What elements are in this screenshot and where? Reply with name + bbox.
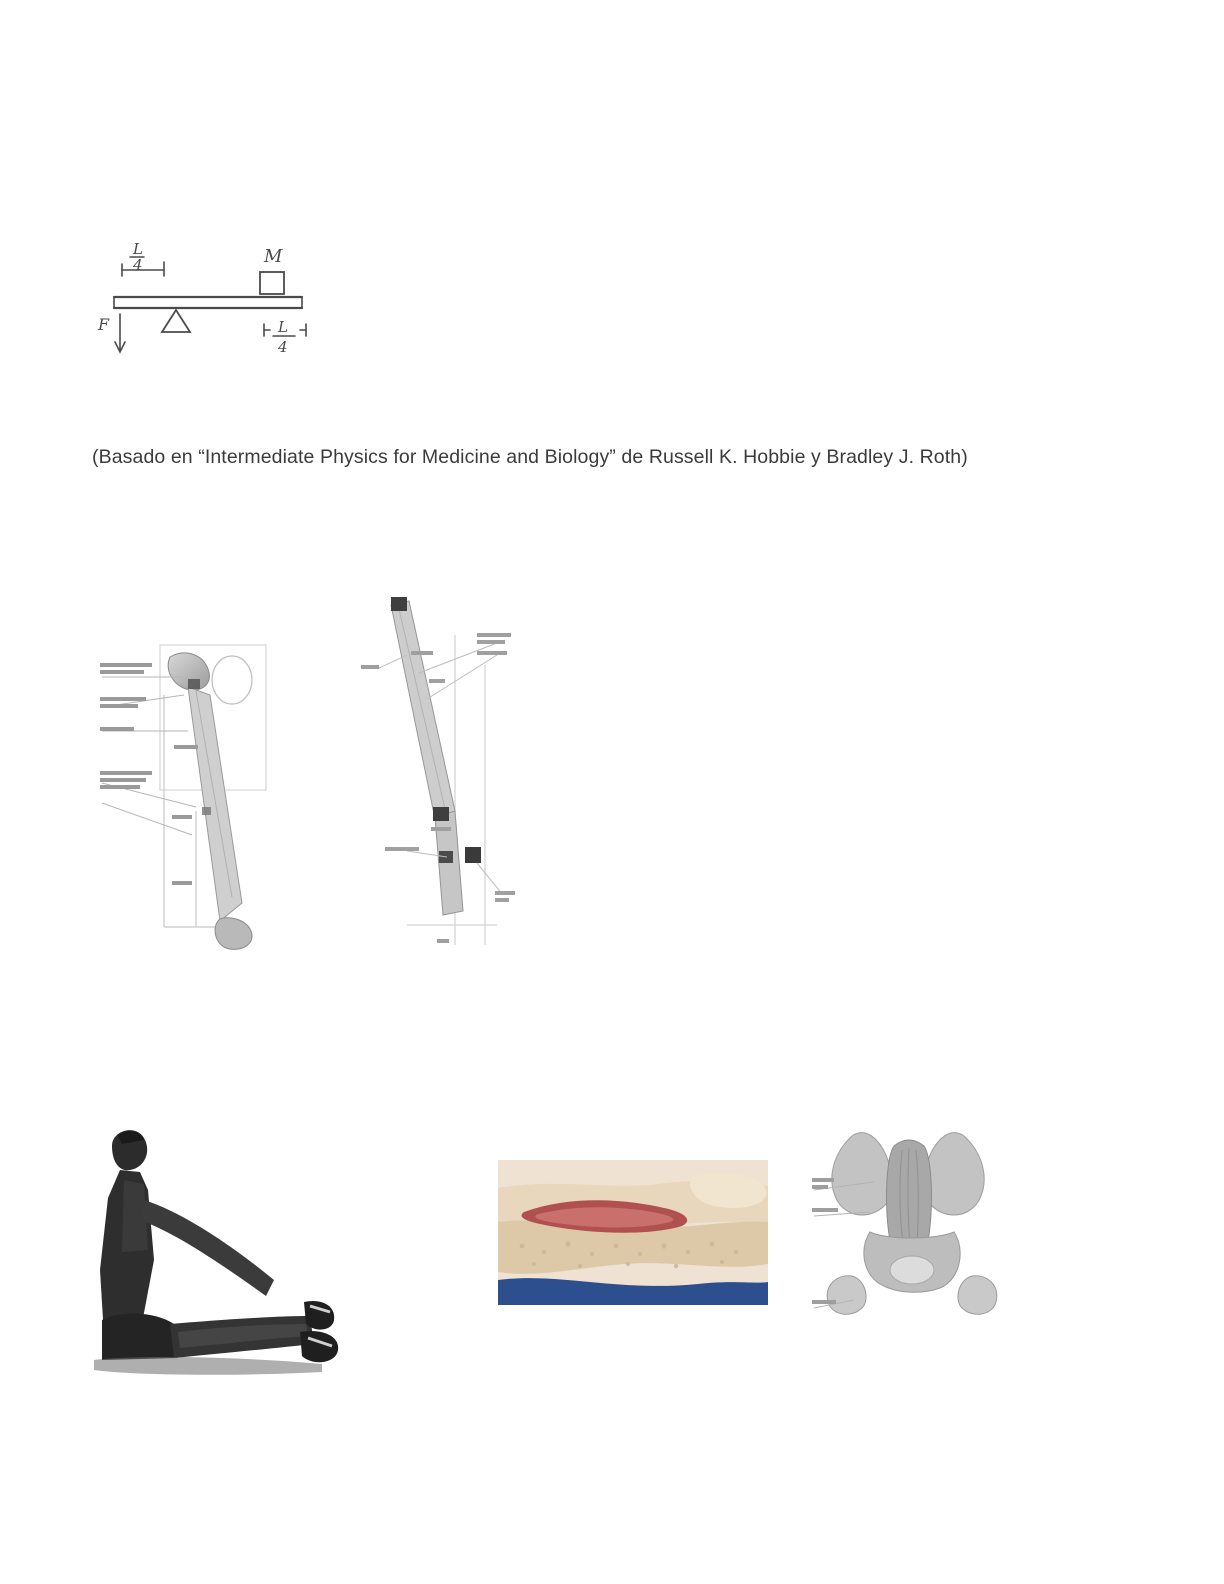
seated-leg-extension-photo [78, 1120, 358, 1390]
svg-text:4: 4 [133, 256, 143, 274]
svg-text:M: M [264, 246, 283, 267]
svg-text:L: L [133, 240, 143, 258]
svg-text:4: 4 [278, 338, 288, 356]
limb-force-diagram [347, 595, 522, 965]
figure-source-caption: (Basado en “Intermediate Physics for Medicine and Biology” de Russell K. Hobbie y Bradley J. Roth) [92, 446, 968, 468]
arm-lever-anatomy-diagram [92, 635, 292, 965]
svg-text:F: F [98, 315, 110, 334]
anatomy-diagram-row [92, 595, 522, 965]
svg-text:L: L [278, 318, 288, 336]
pelvis-muscles-diagram [808, 1120, 1018, 1345]
muscle-tissue-cross-section-photo [498, 1160, 768, 1305]
lever-figure [92, 232, 352, 377]
photo-strip [78, 1120, 1138, 1390]
